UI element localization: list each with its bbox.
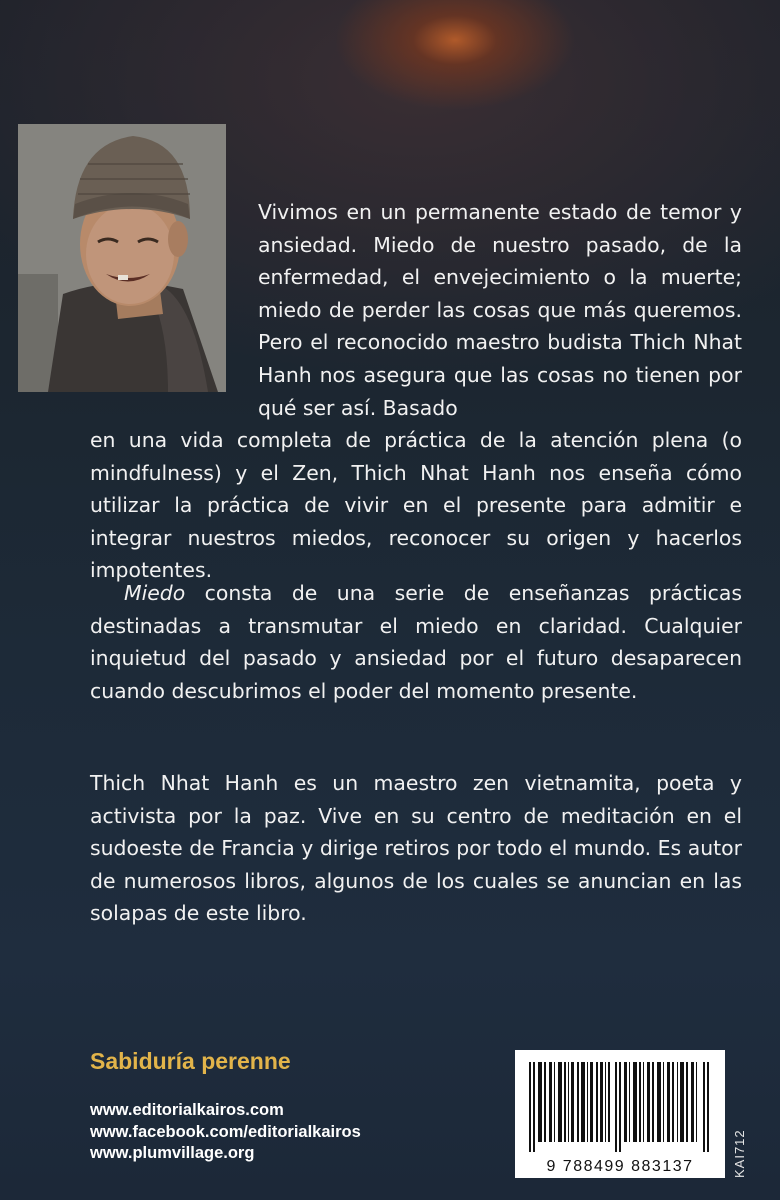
barcode-icon (527, 1062, 713, 1152)
description-paragraph-bottom (90, 424, 742, 587)
author-bio: Thich Nhat Hanh es un maestro zen vietnamita, poeta y activista por la paz. Vive en su centro de meditación en el sudoeste de Francia y dirige retiros por todo el mundo. Es autor de numerosos libros, algunos de los cuales se anuncian en las solapas de este libro. (90, 771, 742, 926)
description-text-top: Vivimos en un permanente estado de temor y ansiedad. Miedo de nuestro pasado, de la enfermedad, el envejecimiento o la muerte; miedo de perder las cosas que más queremos. Pero el reconocido maestro budista Thich Nhat Hanh nos asegura que las cosas no tienen por qué ser así. Basado (258, 200, 742, 420)
description-text-bottom: en una vida completa de práctica de la atención plena (o mindfulness) y el Zen, Thich Nhat Hanh nos enseña cómo utilizar la práctica de vivir en el presente para admitir e integrar nuestros miedos, reconocer su origen y hacerlos impotentes. (90, 428, 742, 583)
link-facebook[interactable]: www.facebook.com/editorialkairos (90, 1122, 361, 1141)
link-editorial[interactable]: www.editorialkairos.com (90, 1101, 284, 1119)
link-plumvillage[interactable]: www.plumvillage.org (90, 1144, 255, 1162)
book-title-italic: Miedo (124, 581, 186, 605)
catalog-code: KAI712 (732, 1129, 747, 1178)
author-photo (18, 124, 226, 392)
website-links (90, 1100, 361, 1165)
author-portrait-icon (18, 124, 226, 392)
barcode (515, 1050, 725, 1178)
description-paragraph-2 (90, 577, 742, 707)
series-name: Sabiduría perenne (90, 1048, 291, 1074)
description-text-2: consta de una serie de enseñanzas prácticas destinadas a transmutar el miedo en claridad. Cualquier inquietud del pasado y ansiedad por el futuro desaparecen cuando descubrimos el poder del momento presente. (90, 581, 742, 703)
description-paragraph-top (258, 196, 742, 424)
barcode-number: 9 788499 883137 (546, 1158, 694, 1175)
